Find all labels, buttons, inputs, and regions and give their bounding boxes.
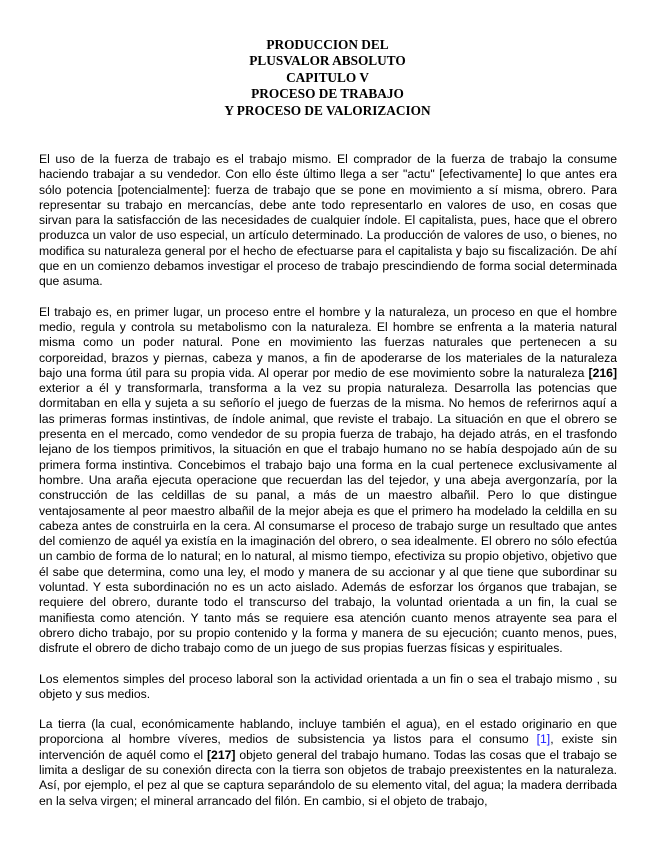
- title-line: PLUSVALOR ABSOLUTO: [249, 53, 406, 69]
- title-line: Y PROCESO DE VALORIZACION: [224, 102, 431, 118]
- paragraph-text: , existe sin intervención de aquél como el: [39, 732, 617, 762]
- title-line: PROCESO DE TRABAJO: [251, 86, 404, 102]
- footnote-link[interactable]: [1]: [536, 732, 551, 747]
- title-line: PRODUCCION DEL: [266, 37, 389, 52]
- paragraph: [39, 717, 617, 809]
- title-line: CAPITULO V: [286, 69, 369, 85]
- chapter-title: [0, 37, 655, 119]
- paragraph-text: El trabajo es, en primer lugar, un proceso entre el hombre y la naturaleza, un proceso en que el hombre medio, regula y controla su metabolismo con la naturaleza. El hombre se enfrenta a la materia natural misma como un poder natural. Pone en movimiento las fuerzas naturales que pertenecen a su corporeidad, brazos y piernas, cabeza y manos, a fin de apoderarse de los materiales de la naturaleza bajo una forma útil para su propia vida. Al operar por medio de ese movimiento sobre la naturaleza: [39, 304, 617, 380]
- paragraph: Los elementos simples del proceso laboral son la actividad orientada a un fin o sea el trabajo mismo , su objeto y sus medios.: [39, 671, 617, 701]
- paragraph: [39, 305, 617, 657]
- page-reference: [216]: [588, 365, 617, 380]
- paragraph-text: objeto general del trabajo humano. Todas las cosas que el trabajo se limita a desligar de su conexión directa con la tierra son objetos de trabajo preexistentes en la naturaleza. Así, por ejemplo, el pez al que se captura separándolo de su elemento vital, del agua; la madera derribada en la selva virgen; el mineral arrancado del filón. En cambio, si el objeto de trabajo,: [39, 747, 617, 808]
- paragraph-text: exterior a él y transformarla, transforma a la vez su propia naturaleza. Desarrolla las potencias que dormitaban en ella y sujeta a su señorío el juego de fuerzas de la misma. No hemos de referirnos aquí a las primeras formas instintivas, de índole animal, que reviste el trabajo. La situación en que el obrero se presenta en el mercado, como vendedor de su propia fuerza de trabajo, ha dejado atrás, en el trasfondo lejano de los tiempos primitivos, la situación en que el trabajo humano no se había despojado aún de su primera forma instintiva. Concebimos el trabajo bajo una forma en la cual pertenece exclusivamente al hombre. Una araña ejecuta operacione que recuerdan las del tejedor, y una abeja avergonzaría, por la construcción de las celdillas de su panal, a más de un maestro albañil. Pero lo que distingue ventajosamente al peor maestro albañil de la mejor abeja es que el primero ha modelado la celdilla en su cabeza antes de construirla en la cera. Al consumarse el proceso de trabajo surge un resultado que antes del comienzo de aquél ya existía en la imaginación del obrero, o sea idealmente. El obrero no sólo efectúa un cambio de forma de lo natural; en lo natural, al mismo tiempo, efectiviza su propio objetivo, objetivo que él sabe que determina, como una ley, el modo y manera de su accionar y al que tiene que subordinar su voluntad. Y esta subordinación no es un acto aislado. Además de esforzar los órganos que trabajan, se requiere del obrero, durante todo el transcurso del trabajo, la voluntad orientada a un fin, la cual se manifiesta como atención. Y tanto más se requiere esa atención cuanto menos atrayente sea para el obrero dicho trabajo, por su propio contenido y la forma y manera de su ejecución; cuanto menos, pues, disfrute el obrero de dicho trabajo como de un juego de sus propias fuerzas físicas y espirituales.: [39, 381, 617, 656]
- paragraph: El uso de la fuerza de trabajo es el trabajo mismo. El comprador de la fuerza de trabajo la consume haciendo trabajar a su vendedor. Con ello éste último llega a ser "actu" [efectivamente] lo que antes era sólo potencia [potencialmente]: fuerza de trabajo que se pone en movimiento a sí misma, obrero. Para representar su trabajo en mercancías, debe ante todo representarlo en valores de uso, en cosas que sirvan para la satisfacción de las necesidades de cualquier índole. El capitalista, pues, hace que el obrero produzca un valor de uso especial, un artículo determinado. La producción de valores de uso, o bienes, no modifica su naturaleza general por el hecho de efectuarse para el capitalista y bajo su fiscalización. De ahí que en un comienzo debamos investigar el proceso de trabajo prescindiendo de forma social determinada que asuma.: [39, 152, 617, 289]
- body-text: [39, 152, 617, 824]
- paragraph-text: La tierra (la cual, económicamente hablando, incluye también el agua), en el estado originario en que proporciona al hombre víveres, medios de subsistencia ya listos para el consumo: [39, 717, 617, 747]
- page-reference: [217]: [206, 747, 236, 762]
